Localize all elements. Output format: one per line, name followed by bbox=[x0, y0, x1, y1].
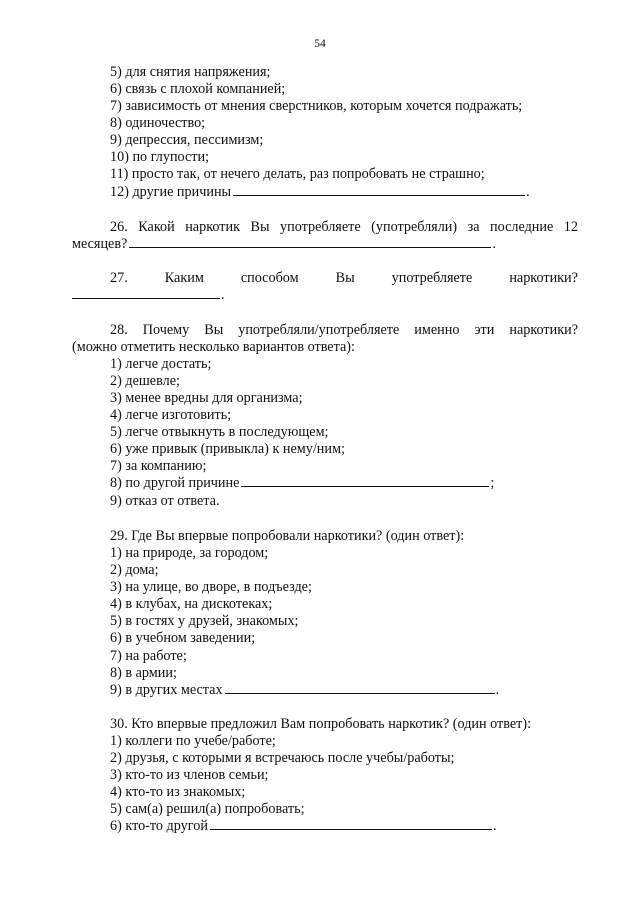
list-item: 5) для снятия напряжения; bbox=[110, 64, 271, 80]
question-word: употребляете bbox=[391, 270, 473, 286]
option-item: 5) в гостях у друзей, знакомых; bbox=[110, 613, 299, 629]
question-word: способом bbox=[240, 270, 299, 286]
option-item-other bbox=[110, 818, 496, 835]
question-word: наркотики? bbox=[509, 270, 578, 286]
answer-blank[interactable] bbox=[233, 194, 525, 196]
option-item: 3) на улице, во дворе, в подъезде; bbox=[110, 579, 312, 595]
option-item: 4) в клубах, на дискотеках; bbox=[110, 596, 273, 612]
answer-blank[interactable] bbox=[210, 828, 492, 830]
question-27-text bbox=[72, 270, 578, 287]
list-item: 6) связь с плохой компанией; bbox=[110, 81, 286, 97]
option-item: 4) легче изготовить; bbox=[110, 407, 232, 423]
option-label: 8) по другой причине bbox=[110, 475, 240, 491]
option-item: 6) уже привык (привыкла) к нему/ним; bbox=[110, 441, 345, 457]
period: . bbox=[526, 184, 530, 200]
option-item: 2) друзья, с которыми я встречаюсь после учебы/работы; bbox=[110, 750, 455, 766]
option-item: 1) легче достать; bbox=[110, 356, 212, 372]
option-item: 7) на работе; bbox=[110, 648, 187, 664]
option-label: 6) кто-то другой bbox=[110, 818, 208, 834]
list-item: 9) депрессия, пессимизм; bbox=[110, 132, 264, 148]
option-item: 2) дешевле; bbox=[110, 373, 180, 389]
answer-blank[interactable] bbox=[129, 246, 491, 248]
page-number: 54 bbox=[314, 38, 326, 50]
period: . bbox=[492, 818, 497, 834]
question-28-subtext: (можно отметить несколько вариантов ответа): bbox=[72, 339, 355, 355]
option-item: 3) менее вредны для организма; bbox=[110, 390, 303, 406]
option-item: 8) в армии; bbox=[110, 665, 177, 681]
option-item: 3) кто-то из членов семьи; bbox=[110, 767, 269, 783]
list-item: 10) по глупости; bbox=[110, 149, 210, 165]
option-item: 9) отказ от ответа. bbox=[110, 493, 220, 509]
option-item: 6) в учебном заведении; bbox=[110, 630, 256, 646]
question-text: месяцев? bbox=[72, 236, 128, 252]
question-word: Каким bbox=[164, 270, 204, 286]
period: . bbox=[495, 682, 500, 698]
period: . bbox=[492, 236, 496, 252]
list-item: 8) одиночество; bbox=[110, 115, 206, 131]
option-item: 5) легче отвыкнуть в последующем; bbox=[110, 424, 329, 440]
answer-blank[interactable] bbox=[241, 485, 489, 487]
answer-blank[interactable] bbox=[225, 692, 495, 694]
option-item: 4) кто-то из знакомых; bbox=[110, 784, 246, 800]
question-28-text: 28. Почему Вы употребляли/употребляете именно эти наркотики? bbox=[110, 322, 578, 338]
question-30-text: 30. Кто впервые предложил Вам попробовать наркотик? (один ответ): bbox=[110, 716, 532, 732]
question-word: Вы bbox=[335, 270, 355, 286]
option-item: 2) дома; bbox=[110, 562, 159, 578]
option-item: 1) коллеги по учебе/работе; bbox=[110, 733, 276, 749]
semicolon: ; bbox=[490, 475, 495, 491]
question-27-answer-line bbox=[72, 287, 225, 304]
period: . bbox=[221, 287, 225, 303]
question-26-continuation bbox=[72, 236, 578, 253]
option-item: 7) за компанию; bbox=[110, 458, 207, 474]
option-item-other bbox=[110, 475, 494, 492]
question-26-text: 26. Какой наркотик Вы употребляете (употребляли) за последние 12 bbox=[110, 219, 578, 235]
option-label: 12) другие причины bbox=[110, 184, 232, 200]
option-item: 5) сам(а) решил(а) попробовать; bbox=[110, 801, 305, 817]
list-item: 11) просто так, от нечего делать, раз попробовать не страшно; bbox=[110, 166, 485, 182]
question-number: 27. bbox=[110, 270, 128, 286]
list-item: 7) зависимость от мнения сверстников, которым хочется подражать; bbox=[110, 98, 523, 114]
option-item: 1) на природе, за городом; bbox=[110, 545, 269, 561]
answer-blank[interactable] bbox=[72, 297, 220, 299]
option-item-other bbox=[110, 682, 499, 699]
list-item-other-reasons bbox=[110, 184, 530, 201]
question-29-text: 29. Где Вы впервые попробовали наркотики? (один ответ): bbox=[110, 528, 465, 544]
option-label: 9) в других местах bbox=[110, 682, 223, 698]
